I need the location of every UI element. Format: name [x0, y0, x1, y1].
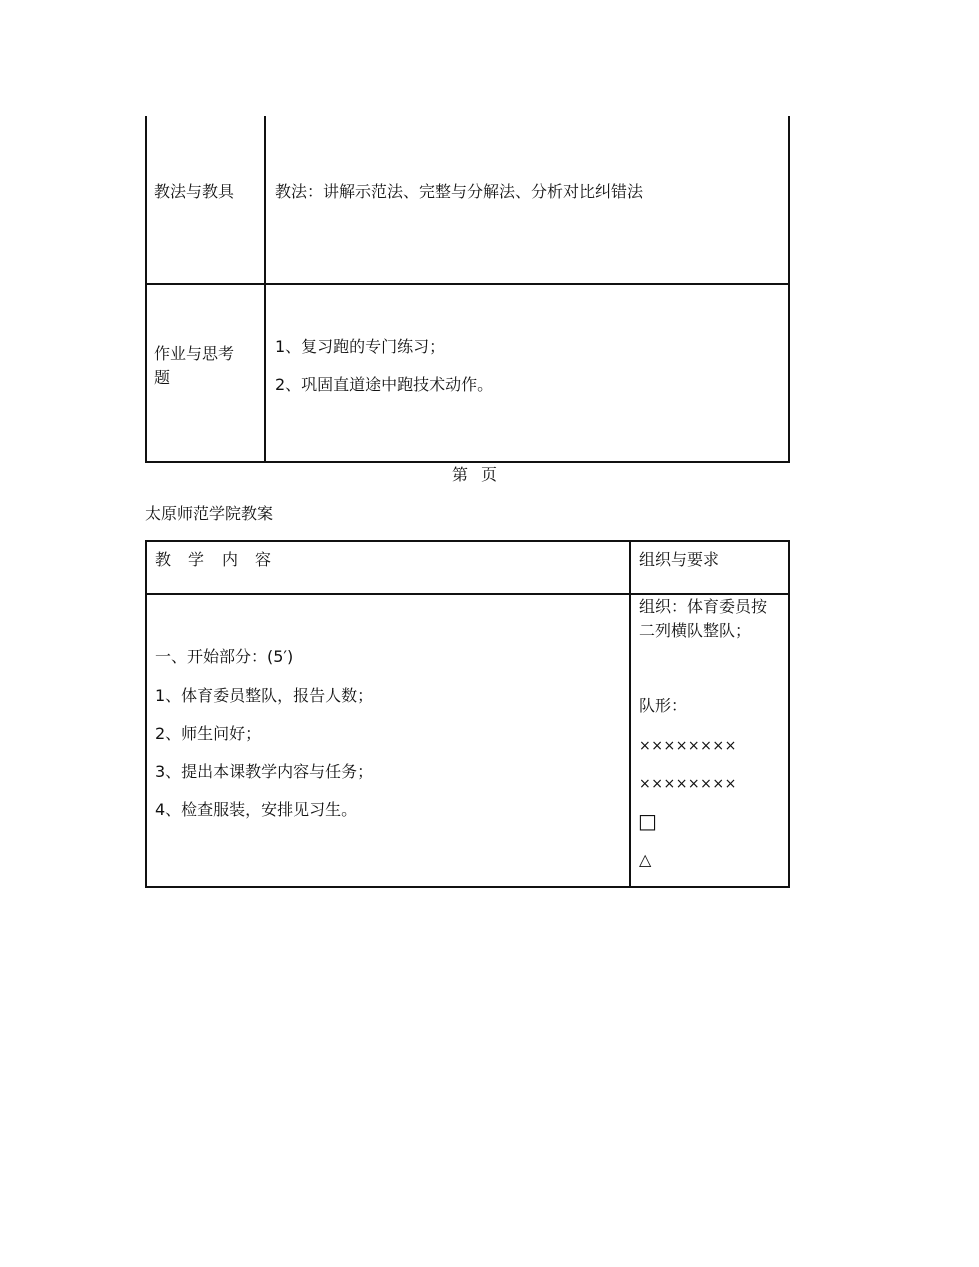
formation-label: 队形：: [639, 696, 688, 715]
page-number-prefix: 第: [452, 465, 469, 484]
header-content-char-3: 内: [222, 550, 239, 569]
content-item-3: 3、提出本课教学内容与任务；: [155, 762, 374, 781]
teaching-methods-table: [145, 116, 790, 463]
section-title: 一、开始部分：(5′): [155, 647, 294, 666]
lesson-plan-table: [145, 540, 790, 888]
homework-label-line2: 题: [154, 368, 171, 387]
formation-row-2: ××××××××: [639, 776, 737, 792]
document-title: 太原师范学院教案: [145, 504, 274, 523]
page-number-suffix: 页: [481, 465, 498, 484]
org-line-2: 二列横队整队；: [639, 621, 752, 640]
header-organization: 组织与要求: [639, 550, 720, 569]
square-icon: □: [638, 809, 657, 833]
methods-content: 教法：讲解示范法、完整与分解法、分析对比纠错法: [275, 182, 644, 201]
table-column-divider: [264, 116, 266, 463]
org-line-1: 组织：体育委员按: [639, 597, 768, 616]
header-content-char-1: 教: [155, 550, 172, 569]
table-border-left: [145, 116, 147, 463]
header-content-char-4: 容: [255, 550, 272, 569]
header-content-char-2: 学: [188, 550, 205, 569]
triangle-icon: △: [639, 850, 652, 869]
homework-label-line1: 作业与思考: [154, 344, 235, 363]
table-row-divider: [145, 283, 790, 285]
homework-item-2: 2、巩固直道途中跑技术动作。: [275, 375, 494, 394]
table-border-right: [788, 116, 790, 463]
content-item-2: 2、师生问好；: [155, 724, 262, 743]
content-item-1: 1、体育委员整队，报告人数；: [155, 686, 374, 705]
methods-label: 教法与教具: [154, 182, 235, 201]
content-item-4: 4、检查服装，安排见习生。: [155, 800, 358, 819]
formation-row-1: ××××××××: [639, 738, 737, 754]
homework-item-1: 1、复习跑的专门练习；: [275, 337, 446, 356]
